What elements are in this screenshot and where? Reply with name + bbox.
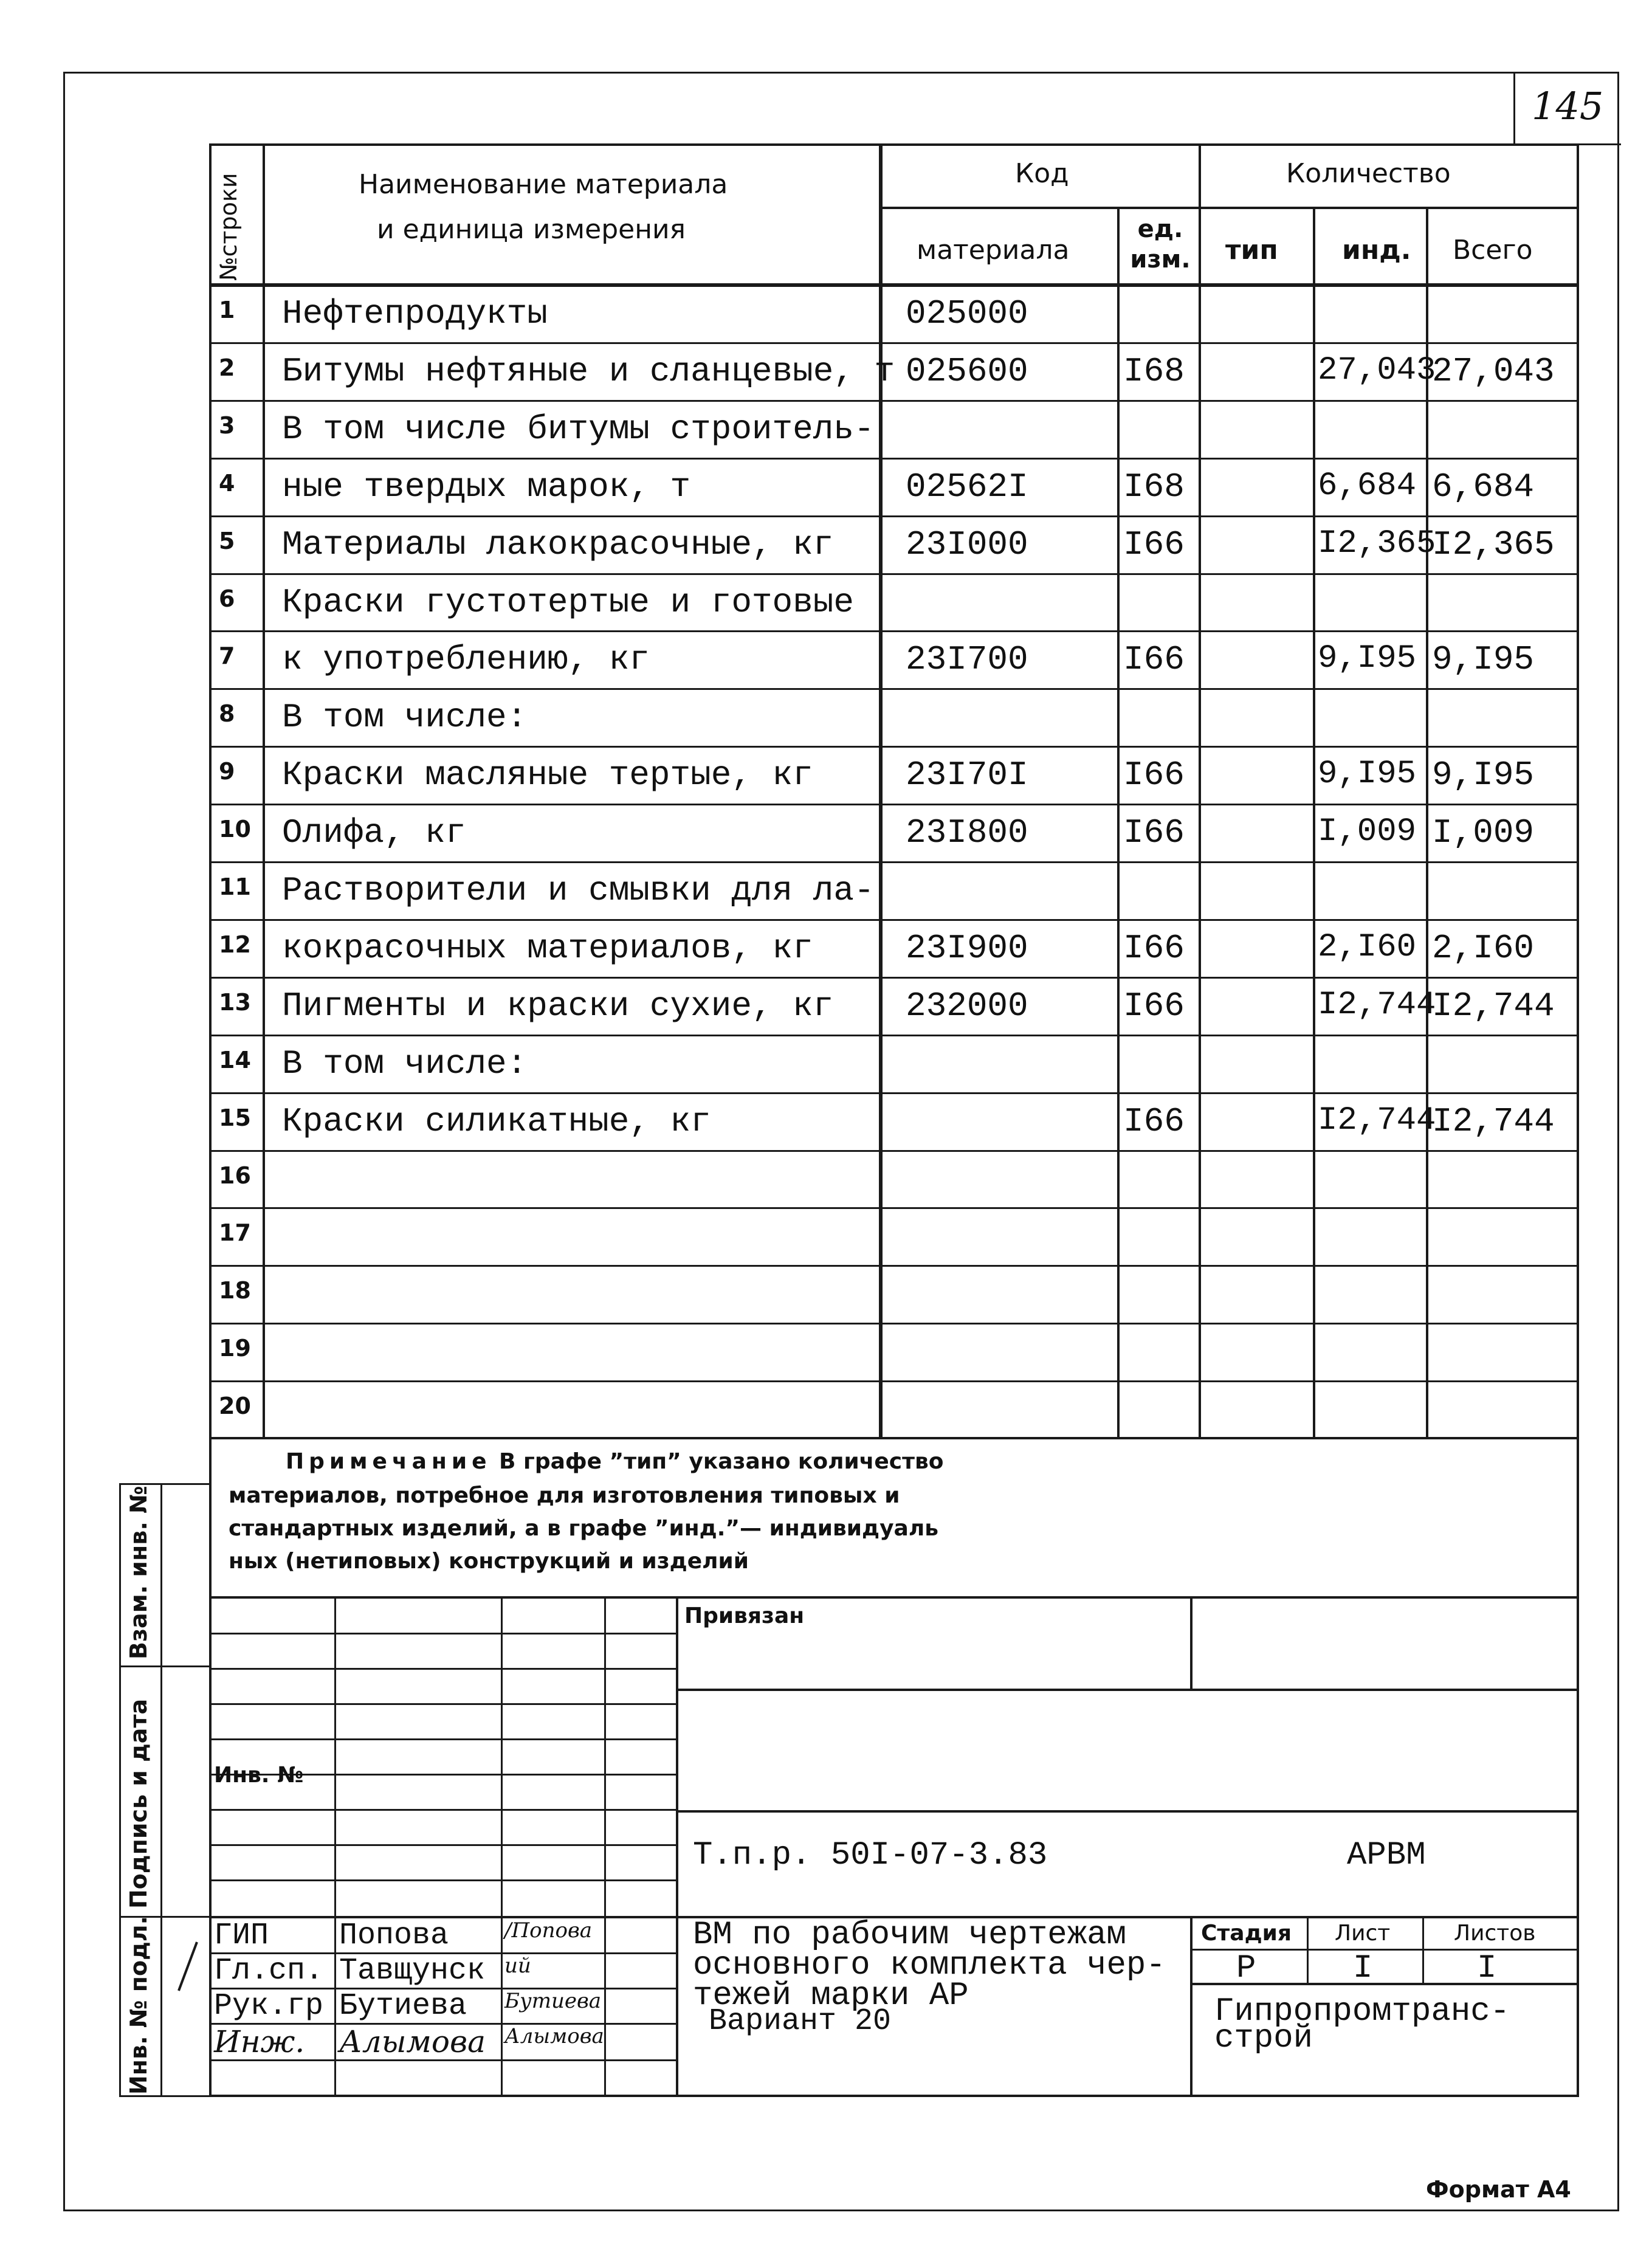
cell-name: Краски силикатные, кг bbox=[282, 1101, 711, 1141]
doc-title-line1: ВМ по рабочим чертежам bbox=[693, 1917, 1126, 1954]
stage-value: Р bbox=[1236, 1950, 1256, 1987]
cell-name: В том числе: bbox=[282, 698, 528, 737]
cell-ind: I2,744 bbox=[1318, 1101, 1436, 1139]
row-divider bbox=[209, 1323, 1579, 1324]
row-divider bbox=[209, 861, 1579, 863]
name-header-line1: Наименование материала bbox=[359, 169, 728, 200]
cell-name: Краски густотертые и готовые bbox=[282, 582, 854, 622]
cell-n: 10 bbox=[219, 816, 251, 843]
side-label-inv-podl: Инв. № подл. bbox=[125, 1915, 152, 2095]
cell-name: В том числе битумы строитель- bbox=[282, 409, 875, 449]
cell-total: I,009 bbox=[1432, 813, 1535, 853]
cell-n: 16 bbox=[219, 1162, 251, 1189]
sheets-label: Листов bbox=[1454, 1921, 1536, 1946]
row-divider bbox=[209, 400, 1579, 402]
cell-name: к употреблению, кг bbox=[282, 640, 650, 680]
cell-n: 2 bbox=[219, 354, 235, 381]
cell-ind: 6,684 bbox=[1318, 467, 1417, 505]
doc-title-line4: Вариант 20 bbox=[709, 2004, 892, 2039]
row-divider bbox=[209, 746, 1579, 748]
cell-name: Пигменты и краски сухие, кг bbox=[282, 986, 834, 1025]
cell-n: 14 bbox=[219, 1046, 251, 1073]
code-material-header: материала bbox=[917, 235, 1070, 266]
cell-unit: I66 bbox=[1123, 525, 1185, 564]
cell-unit: I66 bbox=[1123, 756, 1185, 795]
quantity-total-header: Всего bbox=[1453, 235, 1533, 266]
cell-n: 15 bbox=[219, 1104, 251, 1131]
cell-total: 27,043 bbox=[1432, 351, 1555, 391]
cell-code: 23I800 bbox=[906, 813, 1028, 853]
row-divider bbox=[209, 630, 1579, 632]
cell-unit: I66 bbox=[1123, 1101, 1185, 1141]
cell-unit: I66 bbox=[1123, 813, 1185, 853]
cell-name: Краски масляные тертые, кг bbox=[282, 756, 813, 795]
sheet-number: 145 bbox=[1532, 84, 1604, 128]
cell-ind: I,009 bbox=[1318, 813, 1417, 851]
row-divider bbox=[209, 1207, 1579, 1209]
doc-mark: АРВМ bbox=[1347, 1837, 1426, 1874]
cell-code: 23I700 bbox=[906, 640, 1028, 680]
row-divider bbox=[209, 688, 1579, 690]
note-line3: стандартных изделий, а в графе ”инд.”— индивидуаль bbox=[229, 1516, 938, 1541]
signature-sig: Бутиева bbox=[504, 1989, 602, 2013]
quantity-ind-header: инд. bbox=[1342, 235, 1411, 266]
row-divider bbox=[209, 1380, 1579, 1382]
note-label: Примечание bbox=[286, 1449, 492, 1474]
row-divider bbox=[209, 1265, 1579, 1267]
inv-no-label: Инв. № bbox=[214, 1763, 304, 1788]
row-divider bbox=[209, 458, 1579, 460]
signature-name: Алымова bbox=[339, 2024, 486, 2059]
cell-total: 6,684 bbox=[1432, 467, 1535, 506]
cell-total: 9,I95 bbox=[1432, 640, 1535, 680]
cell-n: 1 bbox=[219, 297, 235, 323]
side-label-vzam: Взам. инв. № bbox=[125, 1486, 152, 1659]
row-divider bbox=[209, 977, 1579, 979]
note-line2: материалов, потребное для изготовления типовых и bbox=[229, 1483, 900, 1508]
row-divider bbox=[209, 804, 1579, 805]
cell-ind: 27,043 bbox=[1318, 351, 1436, 389]
row-divider bbox=[209, 1035, 1579, 1036]
cell-ind: 9,I95 bbox=[1318, 756, 1417, 793]
row-number-header: №строки bbox=[215, 173, 242, 281]
cell-name: Олифа, кг bbox=[282, 813, 466, 853]
code-unit-header: ед. изм. bbox=[1130, 215, 1191, 274]
signature-name: Тавщунск bbox=[339, 1954, 486, 1988]
cell-name: ные твердых марок, т bbox=[282, 467, 691, 506]
note-line1-text: В графе ”тип” указано количество bbox=[491, 1449, 944, 1474]
quantity-group-header: Количество bbox=[1286, 158, 1451, 189]
cell-name: Нефтепродукты bbox=[282, 294, 548, 333]
note-line1 bbox=[286, 1449, 944, 1474]
signature-sig: /Попова bbox=[504, 1918, 593, 1943]
doc-title-line3: тежей марки АР bbox=[693, 1977, 969, 2014]
cell-n: 3 bbox=[219, 412, 235, 439]
signature-name: Бутиева bbox=[339, 1989, 467, 2024]
quantity-type-header: тип bbox=[1225, 235, 1278, 266]
cell-n: 4 bbox=[219, 469, 235, 497]
signature-role: ГИП bbox=[214, 1918, 269, 1953]
cell-total: I2,744 bbox=[1432, 1101, 1555, 1141]
cell-n: 11 bbox=[219, 873, 251, 900]
cell-code: 232000 bbox=[906, 986, 1028, 1025]
cell-n: 13 bbox=[219, 988, 251, 1016]
signature-role: Гл.сп. bbox=[214, 1954, 324, 1988]
cell-total: 2,I60 bbox=[1432, 928, 1535, 968]
sheet-value: I bbox=[1353, 1950, 1373, 1987]
cell-n: 18 bbox=[219, 1277, 251, 1304]
stage-label: Стадия bbox=[1201, 1921, 1292, 1946]
privyazan-label: Привязан bbox=[684, 1603, 805, 1628]
cell-n: 17 bbox=[219, 1219, 251, 1247]
signature-name: Попова bbox=[339, 1918, 449, 1953]
cell-name: Материалы лакокрасочные, кг bbox=[282, 525, 834, 564]
cell-code: 23I900 bbox=[906, 928, 1028, 968]
row-divider bbox=[209, 1150, 1579, 1152]
cell-n: 6 bbox=[219, 585, 235, 612]
cell-code: 025600 bbox=[906, 351, 1028, 391]
cell-name: Растворители и смывки для ла- bbox=[282, 871, 875, 910]
cell-n: 20 bbox=[219, 1393, 251, 1420]
slash-mark bbox=[173, 1939, 203, 1994]
cell-ind: I2,744 bbox=[1318, 986, 1436, 1024]
cell-total: I2,365 bbox=[1432, 525, 1555, 564]
cell-code: 23I000 bbox=[906, 525, 1028, 564]
row-divider bbox=[209, 1092, 1579, 1094]
cell-unit: I68 bbox=[1123, 467, 1185, 506]
signature-sig: ий bbox=[504, 1954, 531, 1978]
cell-n: 9 bbox=[219, 758, 235, 785]
row-divider bbox=[209, 515, 1579, 517]
cell-code: 025000 bbox=[906, 294, 1028, 333]
cell-unit: I66 bbox=[1123, 986, 1185, 1025]
sheet-label: Лист bbox=[1335, 1921, 1391, 1946]
cell-n: 8 bbox=[219, 700, 235, 728]
cell-total: 9,I95 bbox=[1432, 756, 1535, 795]
cell-name: Битумы нефтяные и сланцевые, т bbox=[282, 351, 895, 391]
cell-ind: 9,I95 bbox=[1318, 640, 1417, 678]
signature-role: Рук.гр bbox=[214, 1989, 324, 2024]
org-line1: Гипропромтранс- bbox=[1214, 1993, 1510, 2030]
signature-sig: Алымова bbox=[504, 2024, 604, 2048]
cell-unit: I66 bbox=[1123, 640, 1185, 680]
cell-total: I2,744 bbox=[1432, 986, 1555, 1025]
cell-n: 12 bbox=[219, 931, 251, 958]
cell-unit: I68 bbox=[1123, 351, 1185, 391]
cell-n: 7 bbox=[219, 642, 235, 670]
name-header-line2: и единица измерения bbox=[377, 214, 686, 245]
cell-unit: I66 bbox=[1123, 928, 1185, 968]
cell-n: 19 bbox=[219, 1335, 251, 1362]
cell-name: В том числе: bbox=[282, 1044, 528, 1083]
format-label: Формат А4 bbox=[1426, 2176, 1571, 2203]
row-divider bbox=[209, 573, 1579, 575]
doc-code: Т.п.р. 50I-07-3.83 bbox=[693, 1837, 1048, 1874]
side-label-podpis: Подпись и дата bbox=[125, 1698, 152, 1909]
row-divider bbox=[209, 919, 1579, 921]
cell-ind: 2,I60 bbox=[1318, 928, 1417, 966]
cell-code: 23I70I bbox=[906, 756, 1028, 795]
org-line2: строй bbox=[1214, 2020, 1313, 2057]
code-group-header: Код bbox=[1015, 158, 1069, 189]
cell-n: 5 bbox=[219, 527, 235, 554]
cell-ind: I2,365 bbox=[1318, 525, 1436, 562]
cell-code: 02562I bbox=[906, 467, 1028, 506]
sheets-value: I bbox=[1477, 1950, 1497, 1987]
doc-title-line2: основного комплекта чер- bbox=[693, 1947, 1166, 1984]
note-line4: ных (нетиповых) конструкций и изделий bbox=[229, 1549, 749, 1574]
cell-name: кокрасочных материалов, кг bbox=[282, 928, 813, 968]
signature-role: Инж. bbox=[214, 2024, 305, 2059]
row-divider bbox=[209, 342, 1579, 344]
